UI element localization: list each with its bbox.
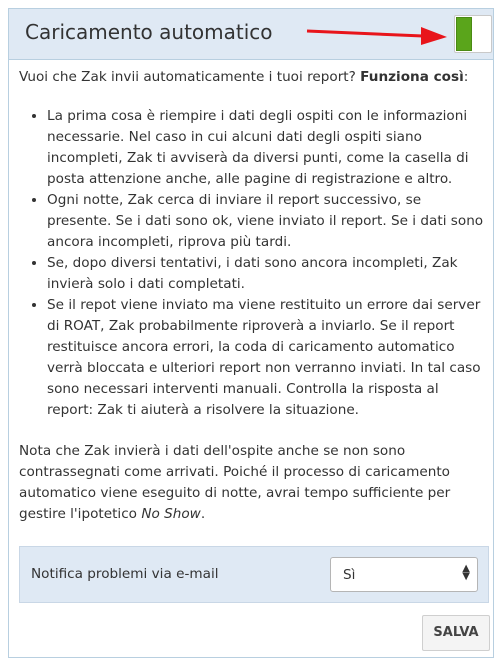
select-value: Sì [343, 567, 356, 583]
list-item: • La prima cosa è riempire i dati degli ospiti con le informazioni necessarie. Nel caso in cui alcuni dati degli ospiti siano incompleti, Zak ti avviserà da diversi punti, come la casella di posta attenzione anche, alle pagine di registrazione e altro. [47, 106, 489, 190]
how-it-works-list [19, 106, 489, 421]
panel-content [19, 67, 489, 525]
toggle-on-indicator [456, 17, 472, 51]
panel-header [9, 9, 493, 60]
save-button[interactable]: SALVA [422, 615, 490, 651]
auto-upload-toggle[interactable] [454, 15, 492, 53]
intro-paragraph: Vuoi che Zak invii automaticamente i tuoi report? Funziona così: [19, 69, 469, 85]
red-arrow-annotation [305, 21, 455, 51]
note-paragraph: Nota che Zak invierà i dati dell'ospite anche se non sono contrassegnati come arrivati. Poiché il processo di caricamento automatico viene eseguito di notte, avrai tempo sufficiente per gestire l'ipotetico No Show. [19, 443, 451, 522]
email-notification-label: Notifica problemi via e-mail [31, 566, 219, 582]
list-item: • Ogni notte, Zak cerca di inviare il report successivo, se presente. Se i dati sono ok, viene inviato il report. Se i dati sono ancora incompleti, riprova più tardi. [47, 190, 489, 253]
no-show-italic: No Show [141, 506, 201, 522]
email-notification-row [19, 546, 489, 603]
updown-caret-icon: ▲ ▼ [462, 563, 470, 582]
list-item: • Se, dopo diversi tentativi, i dati sono ancora incompleti, Zak invierà solo i dati completati. [47, 253, 489, 295]
intro-bold: Funziona così [360, 69, 464, 85]
auto-upload-panel [8, 8, 494, 658]
email-notification-select[interactable] [330, 557, 478, 592]
list-item: • Se il repot viene inviato ma viene restituito un errore dai server di ROAT, Zak probabilmente riproverà a inviarlo. Se il report restituisce ancora errori, la coda di caricamento automatico verrà bloccata e ulteriori report non verranno inviati. In tal caso sono necessari interventi manuali. Controlla la risposta al report: Zak ti aiuterà a risolvere la situazione. [47, 295, 489, 421]
panel-title: Caricamento automatico [25, 20, 273, 44]
